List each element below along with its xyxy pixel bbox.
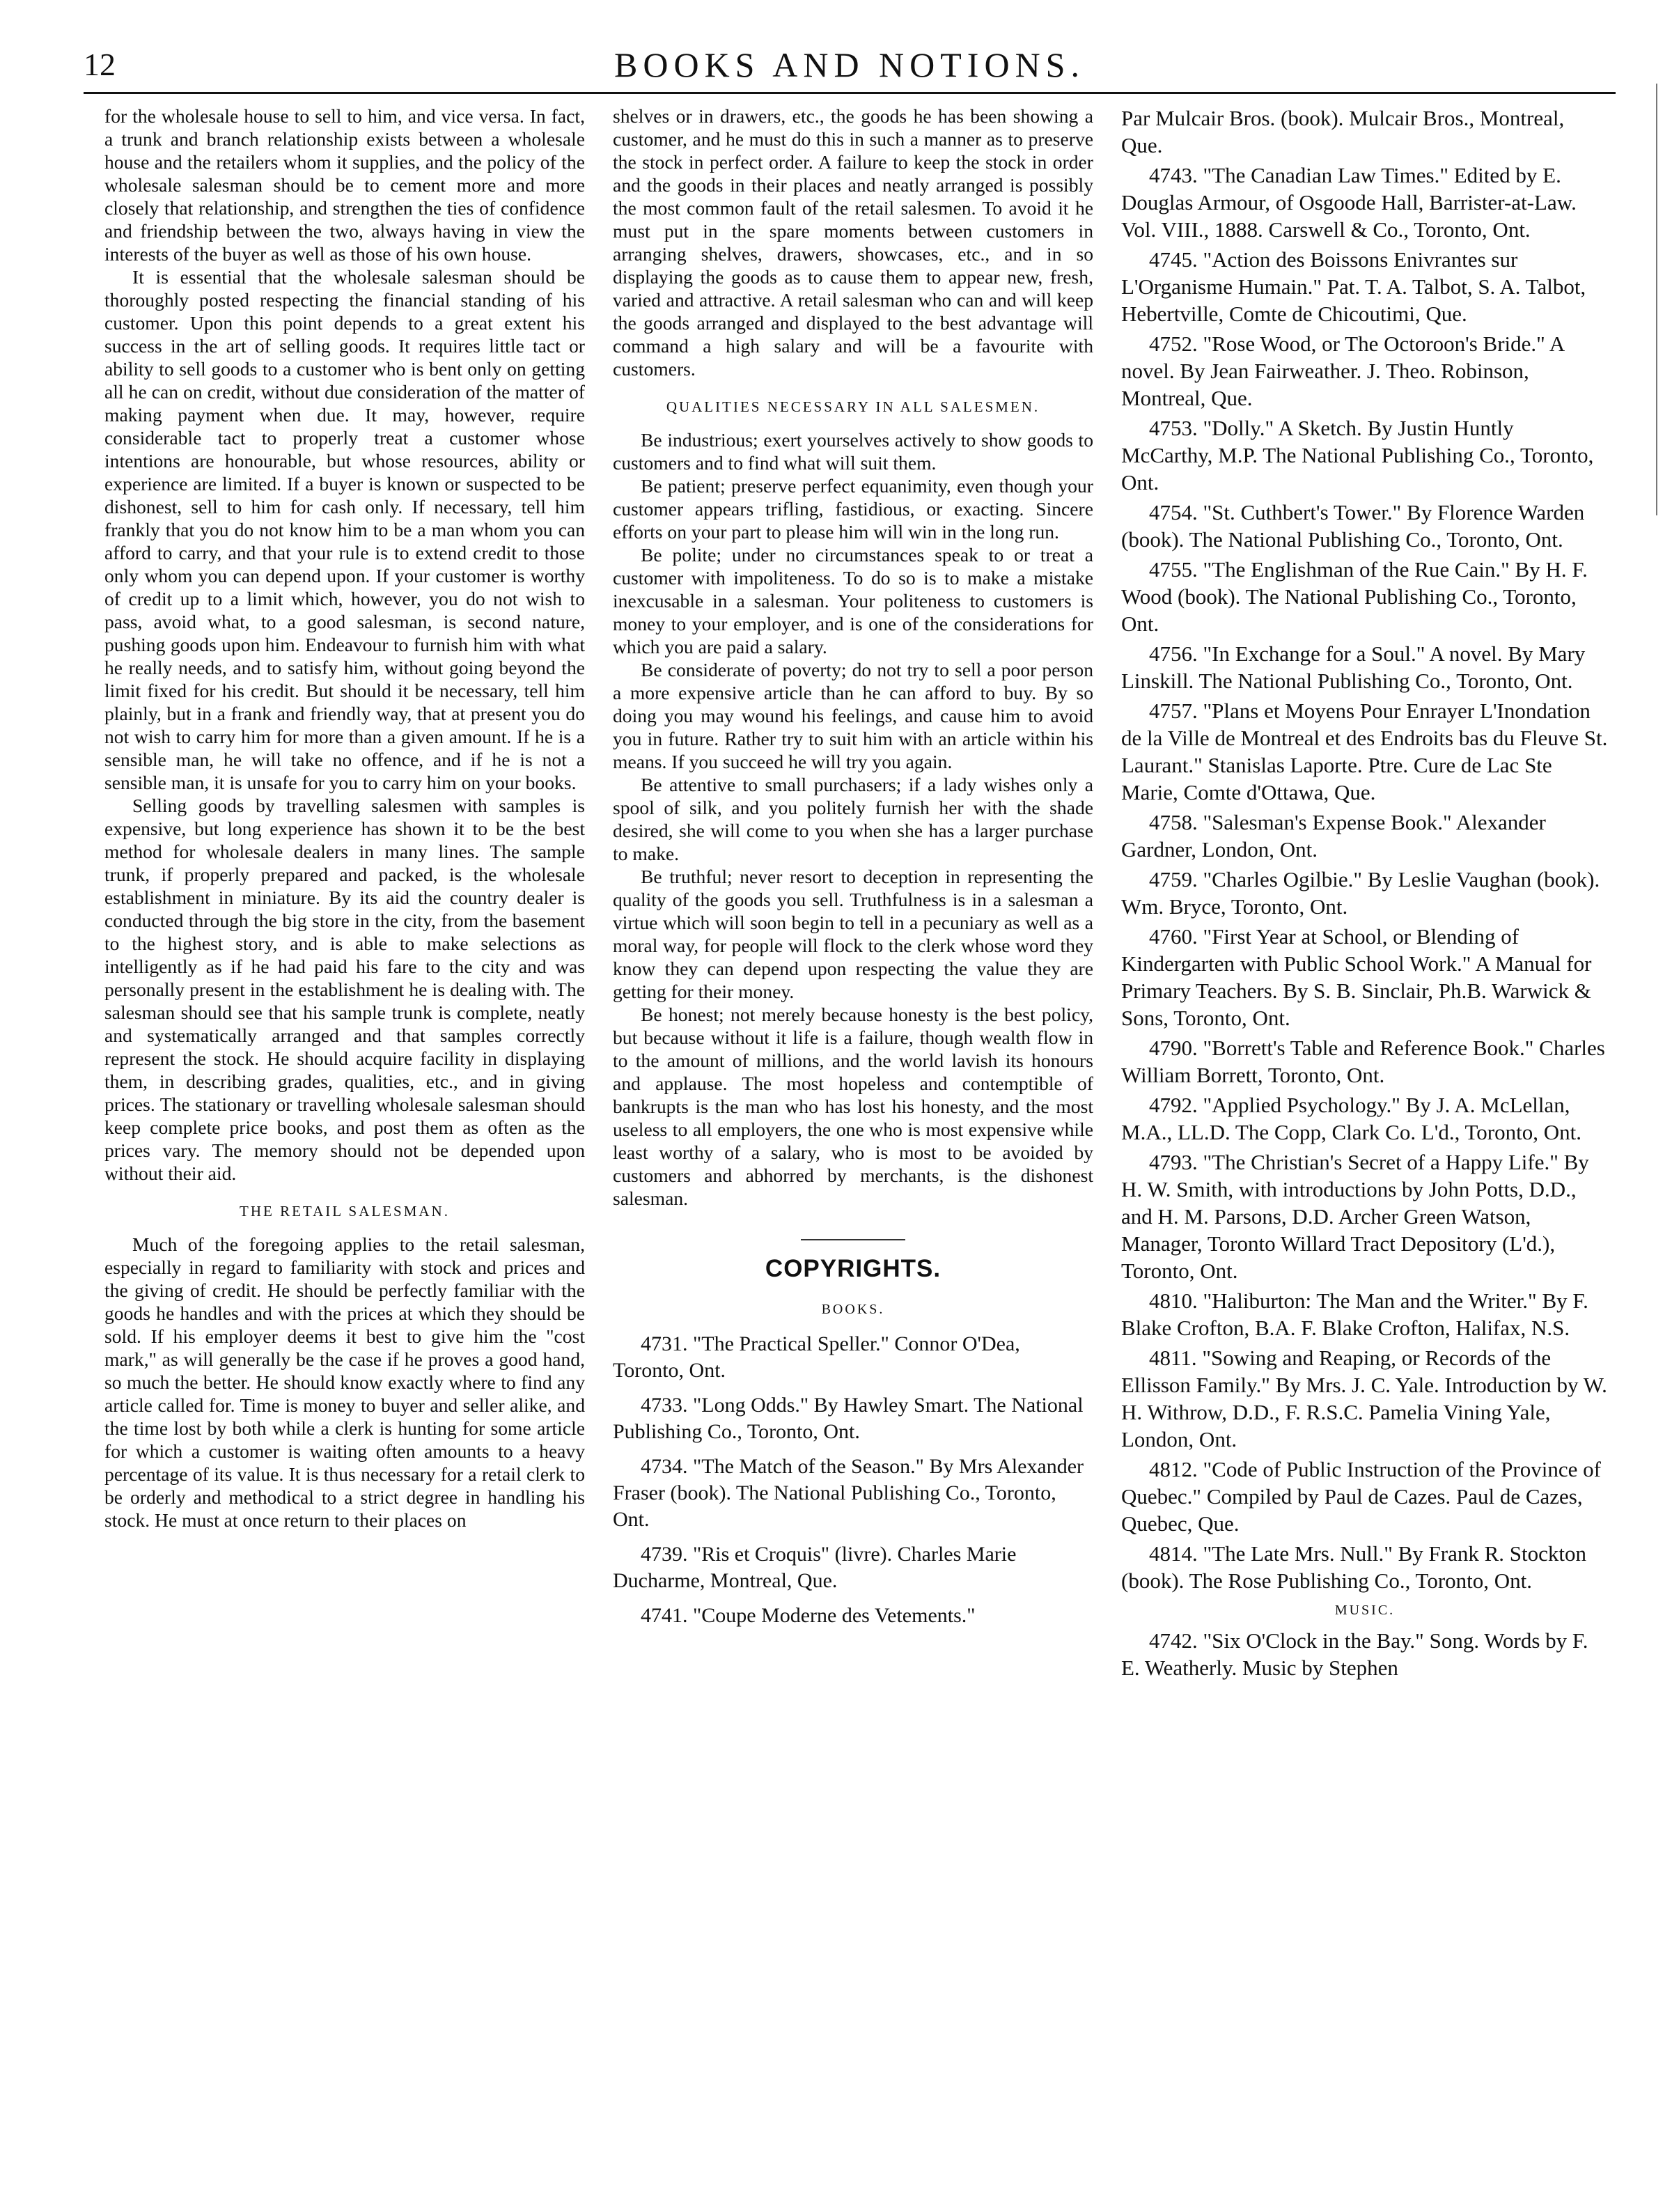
paragraph: It is essential that the wholesale salesman should be thoroughly posted respecting the financial standing of his customer. Upon this point depends to a great extent his success in the art of selling goods. It requires little tact or ability to sell goods to a customer who is bent only on getting all he can on credit, without due consideration of the matter of making payment when due. It may, however, require considerable tact to properly treat a customer whose intentions are honourable, but whose resources, ability or experience are limited. If a buyer is known or suspected to be dishonest, sell to him for cash only. If necessary, tell him frankly that you do not know him to be a man whom you can afford to carry, and that your rule is to extend credit to those only whom you can depend upon. If your customer is worthy of credit up to a limit which, however, you do not wish to pass, avoid what, to a good salesman, is second nature, pushing goods upon him. Endeavour to furnish him with what he really needs, and to satisfy him, without going beyond the limit fixed for his credit. But should it be necessary, tell him plainly, but in a frank and friendly way, that at present you do not wish to carry him for more than a given amount. If he is a sensible man, he will take no offence, and if he is not a sensible man, it is unsafe for you to carry him on your books.	[104, 266, 585, 793]
column-1	[104, 104, 585, 2187]
entry-continuation: Par Mulcair Bros. (book). Mulcair Bros., Montreal, Que.	[1121, 106, 1565, 157]
column-3	[1121, 104, 1609, 2187]
running-title: BOOKS AND NOTIONS.	[614, 45, 1085, 84]
copyright-entry: 4731. "The Practical Speller." Connor O'Dea, Toronto, Ont.	[613, 1332, 1020, 1382]
copyright-entry: 4793. "The Christian's Secret of a Happy Life." By H. W. Smith, with introductions by John Potts, D.D., and H. M. Parsons, D.D. Archer Green Watson, Manager, Toronto Willard Tract Depository (L'd.), Toronto, Ont.	[1121, 1150, 1589, 1283]
copyright-entry: 4756. "In Exchange for a Soul." A novel. By Mary Linskill. The National Publishing Co., Toronto, Ont.	[1121, 641, 1586, 693]
copyright-entry: 4758. "Salesman's Expense Book." Alexander Gardner, London, Ont.	[1121, 810, 1546, 862]
copyright-entry: 4812. "Code of Public Instruction of the Province of Quebec." Compiled by Paul de Cazes. Paul de Cazes, Quebec, Que.	[1121, 1457, 1601, 1536]
copyright-entry: 4739. "Ris et Croquis" (livre). Charles Marie Ducharme, Montreal, Que.	[613, 1543, 1017, 1592]
copyright-entry: 4743. "The Canadian Law Times." Edited by E. Douglas Armour, of Osgoode Hall, Barrister-at-Law. Vol. VIII., 1888. Carswell & Co., Toronto, Ont.	[1121, 163, 1577, 242]
copyright-entry: 4745. "Action des Boissons Enivrantes sur L'Organisme Humain." Pat. T. A. Talbot, S. A. Talbot, Hebertville, Comte de Chicoutimi, Que.	[1121, 247, 1586, 326]
paragraph: Be honest; not merely because honesty is the best policy, but because without it life is a failure, though wealth flow in to the amount of millions, and the world lavish its honours and applause. The most hopeless and contemptible of bankrupts is the man who has lost his honesty, and the most useless to all employers, the one who is most expensive while least worthy of a salary, who is most to be avoided by customers and abhorred by merchants, is the dishonest salesman.	[613, 1004, 1093, 1209]
copyright-entry: 4810. "Haliburton: The Man and the Writer." By F. Blake Crofton, B.A. F. Blake Crofton, Halifax, N.S.	[1121, 1288, 1588, 1340]
copyright-entry: 4760. "First Year at School, or Blending of Kindergarten with Public School Work." A Manual for Primary Teachers. By S. B. Sinclair, Ph.B. Warwick & Sons, Toronto, Ont.	[1121, 924, 1592, 1030]
copyright-entry: 4754. "St. Cuthbert's Tower." By Florence Warden (book). The National Publishing Co., Toronto, Ont.	[1121, 500, 1585, 552]
paragraph: Be patient; preserve perfect equanimity, even though your customer appears trifling, fastidious, or exacting. Sincere efforts on your part to please him will win in the long run.	[613, 475, 1093, 543]
section-heading-qualities: QUALITIES NECESSARY IN ALL SALESMEN.	[666, 398, 1040, 415]
scan-edge-line	[1656, 84, 1657, 515]
page-header	[84, 40, 1616, 89]
paragraph: Selling goods by travelling salesmen with samples is expensive, but long experience has shown it to be the best method for wholesale dealers in many lines. The sample trunk, if properly prepared and packed, is the wholesale establishment in miniature. By its aid the country dealer is conducted through the big store in the city, from the basement to the highest story, and is able to make selections as intelligently as if he had paid his fare to the city and was personally present in the establishment he is dealing with. The salesman should see that his sample trunk is complete, neatly and systematically arranged and that samples correctly represent the stock. He should acquire facility in displaying them, in describing grades, qualities, etc., and in giving prices. The stationary or travelling wholesale salesman should keep complete price books, and post them as often as the prices vary. The memory should not be depended upon without their aid.	[104, 795, 585, 1184]
paragraph: Be considerate of poverty; do not try to sell a poor person a more expensive article than he can afford to buy. By so doing you may wound his feelings, and cause him to avoid you in future. Rather try to suit him with an article within his means. If you succeed he will try you again.	[613, 659, 1093, 772]
copyright-entry: 4733. "Long Odds." By Hawley Smart. The National Publishing Co., Toronto, Ont.	[613, 1394, 1084, 1443]
copyright-entry: 4790. "Borrett's Table and Reference Book." Charles William Borrett, Toronto, Ont.	[1121, 1036, 1605, 1087]
music-entry: 4742. "Six O'Clock in the Bay." Song. Words by F. E. Weatherly. Music by Stephen	[1121, 1628, 1588, 1680]
copyright-entry: 4792. "Applied Psychology." By J. A. McLellan, M.A., LL.D. The Copp, Clark Co. L'd., Toronto, Ont.	[1121, 1093, 1581, 1144]
paragraph: for the wholesale house to sell to him, and vice versa. In fact, a trunk and branch relationship exists between a wholesale house and the retailers whom it supplies, and the policy of the wholesale salesman should be to cement more and more closely that relationship, and strengthen the ties of confidence and friendship between the two, always having in view the interests of the buyer as well as those of his own house.	[104, 105, 585, 265]
copyright-entry: 4755. "The Englishman of the Rue Cain." By H. F. Wood (book). The National Publishing Co., Toronto, Ont.	[1121, 557, 1588, 636]
copyright-entry: 4757. "Plans et Moyens Pour Enrayer L'Inondation de la Ville de Montreal et des Endroits bas du Fleuve St. Laurant." Stanislas Laporte. Ptre. Cure de Lac Ste Marie, Comte d'Ottawa, Que.	[1121, 699, 1608, 804]
books-subheading: BOOKS.	[821, 1302, 885, 1317]
copyrights-heading: COPYRIGHTS.	[765, 1255, 942, 1282]
section-divider	[801, 1239, 905, 1240]
copyright-entry: 4811. "Sowing and Reaping, or Records of the Ellisson Family." By Mrs. J. C. Yale. Introduction by W. H. Withrow, D.D., F. R.S.C. Pamelia Vining Yale, London, Ont.	[1121, 1346, 1607, 1451]
section-heading-retail-salesman: THE RETAIL SALESMAN.	[240, 1203, 450, 1220]
music-subheading: MUSIC.	[1334, 1603, 1396, 1618]
paragraph: Be truthful; never resort to deception in representing the quality of the goods you sell. Truthfulness is in a salesman a virtue which will soon begin to tell in a pecuniary as well as a moral way, for people will flock to the clerk whose word they know they can depend upon respecting the value they are getting for their money.	[613, 866, 1093, 1002]
copyright-entry: 4741. "Coupe Moderne des Vetements."	[641, 1604, 976, 1627]
header-rule	[84, 92, 1616, 94]
column-2	[613, 104, 1093, 2187]
copyright-entry: 4814. "The Late Mrs. Null." By Frank R. Stockton (book). The Rose Publishing Co., Toronto, Ont.	[1121, 1541, 1587, 1593]
page-number: 12	[84, 47, 116, 82]
copyright-entry: 4734. "The Match of the Season." By Mrs Alexander Fraser (book). The National Publishing Co., Toronto, Ont.	[613, 1455, 1084, 1531]
paragraph: Be attentive to small purchasers; if a lady wishes only a spool of silk, and you politely furnish her with the shade desired, she will come to you when she has a larger purchase to make.	[613, 774, 1093, 864]
copyright-entry: 4753. "Dolly." A Sketch. By Justin Huntly McCarthy, M.P. The National Publishing Co., Toronto, Ont.	[1121, 416, 1594, 494]
copyright-entry: 4752. "Rose Wood, or The Octoroon's Bride." A novel. By Jean Fairweather. J. Theo. Robinson, Montreal, Que.	[1121, 332, 1564, 410]
paragraph: Be polite; under no circumstances speak to or treat a customer with impoliteness. To do so is to make a mistake inexcusable in a salesman. Your politeness to customers is money to your employer, and is one of the considerations for which you are paid a salary.	[613, 544, 1093, 657]
paragraph: Be industrious; exert yourselves actively to show goods to customers and to find what will suit them.	[613, 429, 1093, 474]
paragraph: Much of the foregoing applies to the retail salesman, especially in regard to familiarity with stock and prices and the giving of credit. He should be perfectly familiar with the goods he handles and with the prices at which they should be sold. If his employer deems it best to give him the "cost mark," as will generally be the case if he proves a good hand, so much the better. He should know exactly where to find any article called for. Time is money to buyer and seller alike, and the time lost by both while a clerk is hunting for some article for which a customer is waiting often amounts to a heavy percentage of its value. It is thus necessary for a retail clerk to be orderly and methodical to a strict degree in handling his stock. He must at once return to their places on	[104, 1233, 585, 1531]
copyright-entry: 4759. "Charles Ogilbie." By Leslie Vaughan (book). Wm. Bryce, Toronto, Ont.	[1121, 867, 1600, 919]
paragraph: shelves or in drawers, etc., the goods he has been showing a customer, and he must do this in such a manner as to preserve the stock in perfect order. A failure to keep the stock in order and the goods in their places and neatly arranged is possibly the most common fault of the retail salesmen. To avoid it he must put in the spare moments between customers in arranging shelves, drawers, showcases, etc., and in so displaying the goods as to cause them to appear new, fresh, varied and attractive. A retail salesman who can and will keep the goods arranged and displayed to the best advantage will command a high salary and will be a favourite with customers.	[613, 105, 1093, 380]
